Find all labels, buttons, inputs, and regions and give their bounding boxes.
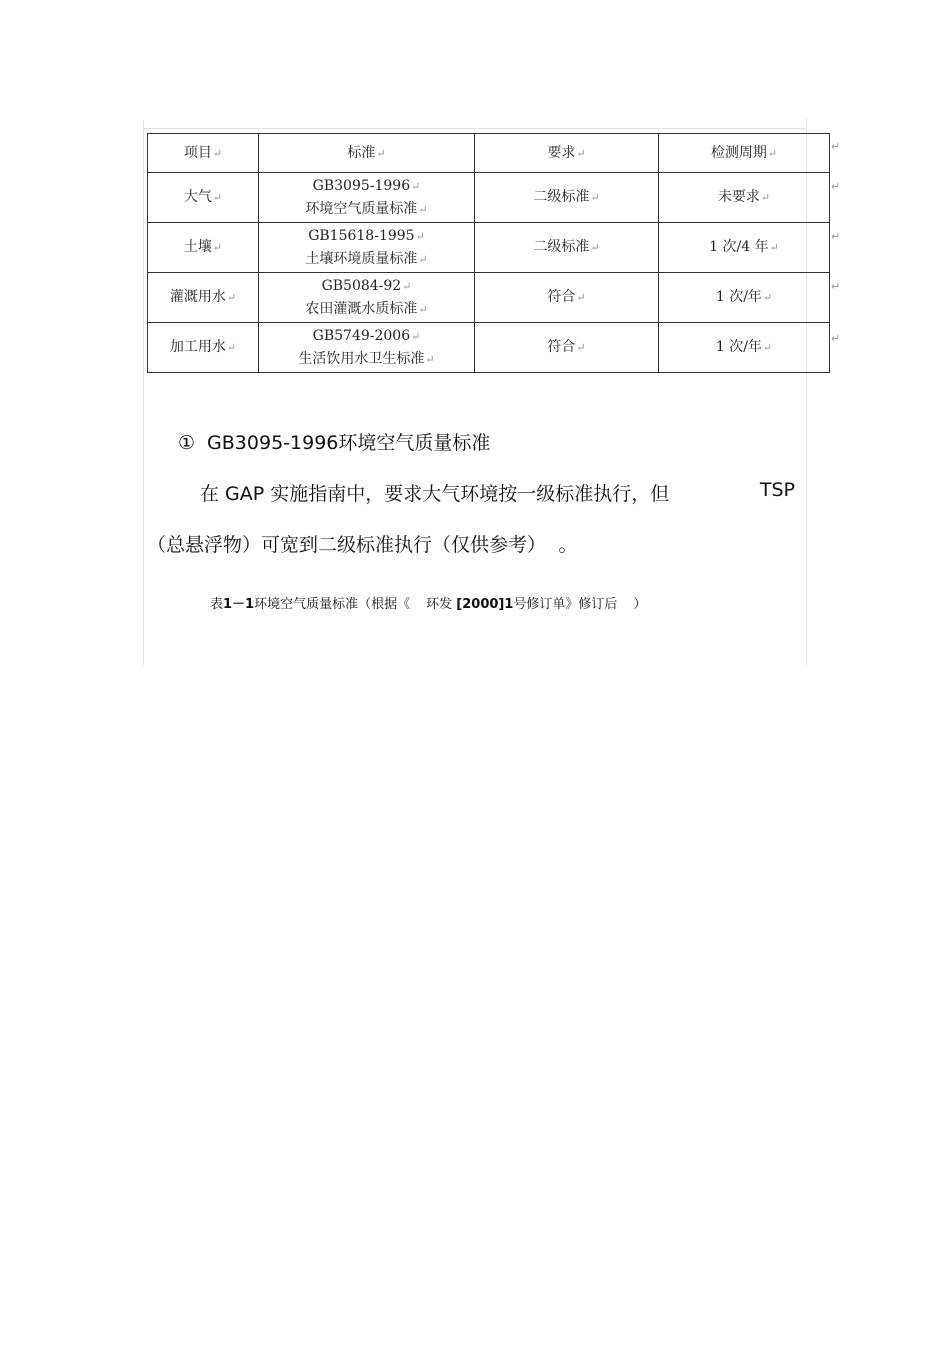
row-end-mark: ↵ [831, 280, 841, 293]
section-title: GB3095-1996环境空气质量标准 [207, 432, 491, 454]
cell-cycle: 未要求↵ [659, 173, 830, 223]
cell-standard: GB5084-92↵ 农田灌溉水质标准↵ [259, 273, 475, 323]
cell-standard: GB3095-1996↵ 环境空气质量标准↵ [259, 173, 475, 223]
cell-requirement: 符合↵ [475, 273, 659, 323]
header-cell-requirement: 要求↵ [475, 134, 659, 173]
standards-table [147, 133, 830, 373]
body-paragraph-line2: （总悬浮物）可宽到二级标准执行（仅供参考） 。 [147, 534, 578, 556]
cell-cycle: 1 次/年↵ [659, 273, 830, 323]
row-end-mark: ↵ [831, 332, 841, 345]
table-row [148, 173, 830, 223]
row-end-mark: ↵ [831, 140, 841, 153]
row-end-mark: ↵ [831, 230, 841, 243]
cell-item: 大气↵ [148, 173, 259, 223]
cell-standard: GB5749-2006↵ 生活饮用水卫生标准↵ [259, 323, 475, 373]
row-end-mark: ↵ [831, 180, 841, 193]
cell-requirement: 符合↵ [475, 323, 659, 373]
cell-cycle: 1 次/4 年↵ [659, 223, 830, 273]
cell-requirement: 二级标准↵ [475, 223, 659, 273]
cell-standard: GB15618-1995↵ 土壤环境质量标准↵ [259, 223, 475, 273]
table-header-row [148, 134, 830, 173]
section-number: ① [178, 432, 196, 454]
header-cell-cycle: 检测周期↵ [659, 134, 830, 173]
cell-item: 土壤↵ [148, 223, 259, 273]
section-heading [178, 428, 490, 455]
page-frame-top [143, 128, 807, 129]
cell-item: 加工用水↵ [148, 323, 259, 373]
cell-cycle: 1 次/年↵ [659, 323, 830, 373]
cell-requirement: 二级标准↵ [475, 173, 659, 223]
table-row [148, 273, 830, 323]
header-cell-item: 项目↵ [148, 134, 259, 173]
table-row [148, 223, 830, 273]
page-frame-left [143, 120, 144, 665]
body-paragraph-line1: 在 GAP 实施指南中，要求大气环境按一级标准执行，但 TSP [200, 479, 795, 505]
table-row [148, 323, 830, 373]
table-caption: 表1－1环境空气质量标准（根据《 环发 [2000]1号修订单》修订后 ） [210, 597, 647, 612]
cell-item: 灌溉用水↵ [148, 273, 259, 323]
header-cell-standard: 标准↵ [259, 134, 475, 173]
